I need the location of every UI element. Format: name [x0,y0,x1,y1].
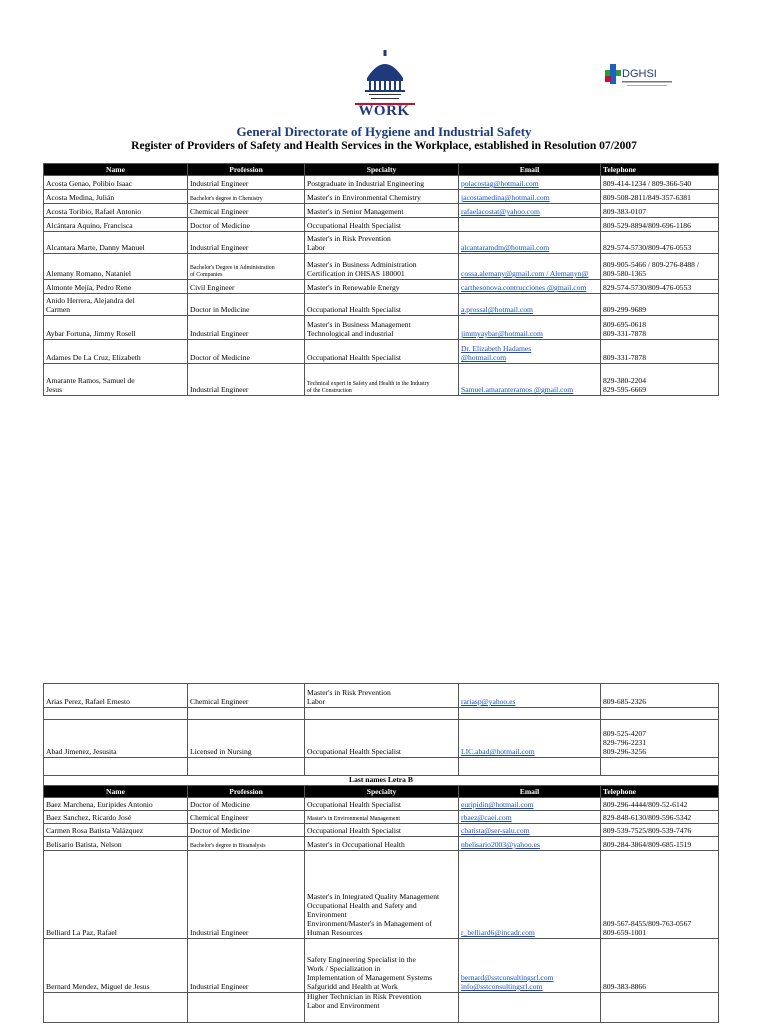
provider-profession-cell [188,992,305,1022]
provider-profession-cell: Chemical Engineer [188,684,305,708]
provider-telephone-cell: 809-529-8894/809-696-1186 [601,218,719,232]
provider-telephone-cell: 809-383-0107 [601,204,719,218]
provider-name-cell: Alcántara Aquino, Francisca [44,218,188,232]
provider-specialty-cell: Occupational Health Specialist [305,294,459,316]
table-header-row [44,785,719,797]
provider-telephone-cell: 809-685-2326 [601,684,719,708]
empty-cell [188,708,305,720]
provider-specialty-cell: Master's in Risk Prevention Labor [305,232,459,254]
provider-email-cell [459,364,601,396]
providers-table-b [43,683,719,1023]
table-row [44,280,719,294]
table-row [44,364,719,396]
provider-email-cell [459,938,601,992]
provider-profession-cell: Civil Engineer [188,280,305,294]
provider-email-cell [459,684,601,708]
provider-name-cell [44,992,188,1022]
provider-name-cell: Bernard Mendez, Miguel de Jesus [44,938,188,992]
provider-name-cell: Adames De La Cruz, Elizabeth [44,340,188,364]
empty-cell [459,758,601,776]
provider-name-cell: Almonte Mejía, Pedro Rene [44,280,188,294]
provider-specialty-cell: Master's in Occupational Health [305,836,459,850]
empty-cell [459,708,601,720]
provider-name-cell: Acosta Medina, Julián [44,190,188,204]
provider-specialty-cell: Occupational Health Specialist [305,823,459,836]
column-header-specialty: Specialty [305,164,459,176]
provider-profession-cell: Bachelor's Degree in Administration of Companies [188,254,305,280]
provider-specialty-cell: Master's in Environmental Management [305,810,459,823]
provider-telephone-cell: 809-299-9689 [601,294,719,316]
provider-name-cell: Baez Marchena, Euripides Antonio [44,797,188,810]
provider-email-cell [459,316,601,340]
provider-specialty-cell: Postgraduate in Industrial Engineering [305,176,459,190]
provider-specialty-cell: Master's in Integrated Quality Management Occupational Health and Safety and Environment Environment/Master's in Management of Human Resources [305,850,459,938]
email-link[interactable]: jacostamedina@hotmail.com [461,193,550,203]
column-header-telephone: Telephone [601,164,719,176]
provider-telephone-cell: 809-905-5466 / 809-276-8488 / 809-580-1365 [601,254,719,280]
provider-profession-cell: Industrial Engineer [188,850,305,938]
table-row [44,340,719,364]
provider-profession-cell: Industrial Engineer [188,176,305,190]
table-row [44,254,719,280]
email-link[interactable]: a.prossal@hotmail.com [461,305,533,315]
table-row [44,850,719,938]
provider-name-cell: Belisario Batista, Nelson [44,836,188,850]
provider-specialty-cell: Master's in Senior Management [305,204,459,218]
provider-telephone-cell: 809-525-4207 829-796-2231 809-296-3256 [601,720,719,758]
email-link[interactable]: Samuel.amaranteramos @gmail.com [461,385,574,395]
provider-profession-cell: Bachelor's degree in Chemistry [188,190,305,204]
provider-profession-cell: Bachelor's degree in Bioanalysis [188,836,305,850]
empty-cell [305,708,459,720]
provider-email-cell [459,280,601,294]
provider-telephone-cell [601,992,719,1022]
provider-profession-cell: Industrial Engineer [188,232,305,254]
empty-cell [305,758,459,776]
provider-email-cell [459,232,601,254]
provider-profession-cell: Licensed in Nursing [188,720,305,758]
column-header-name: Name [44,785,188,797]
section-heading: Last names Letra B [44,776,719,786]
provider-telephone-cell: 809-284-3864/809-685-1519 [601,836,719,850]
provider-specialty-cell: Technical expert in Safety and Health in the Industry of the Construction [305,364,459,396]
column-header-email: Email [459,164,601,176]
provider-profession-cell: Chemical Engineer [188,810,305,823]
email-link[interactable]: r_belliard6@incadr.com [461,928,535,937]
provider-email-cell [459,340,601,364]
empty-cell [44,758,188,776]
provider-specialty-cell: Occupational Health Specialist [305,720,459,758]
provider-specialty-cell: Master's in Risk Prevention Labor [305,684,459,708]
provider-profession-cell: Industrial Engineer [188,938,305,992]
email-link[interactable]: alcantaramdm@hotmail.com [461,243,550,253]
provider-name-cell: Anido Herrera, Alejandra del Carmen [44,294,188,316]
provider-name-cell: Arias Perez, Rafael Ernesto [44,684,188,708]
email-link[interactable]: LIC.abad@hotmail.com [461,747,535,757]
providers-table-a [43,163,719,396]
provider-telephone-cell: 809-695-0618 809-331-7878 [601,316,719,340]
table-row [44,218,719,232]
table-row [44,797,719,810]
provider-profession-cell: Doctor of Medicine [188,218,305,232]
register-title: Register of Providers of Safety and Health Services in the Workplace, established in Resolution 07/2007 [131,140,637,152]
provider-email-cell [459,720,601,758]
table-header-row [44,164,719,176]
provider-email-cell [459,823,601,836]
provider-name-cell: Abad Jimenez, Jesusita [44,720,188,758]
column-header-specialty: Specialty [305,785,459,797]
government-seal-logo [345,48,425,106]
provider-profession-cell: Doctor of Medicine [188,797,305,810]
empty-cell [601,758,719,776]
provider-telephone-cell: 809-414-1234 / 809-366-540 [601,176,719,190]
table-row [44,176,719,190]
empty-cell [188,758,305,776]
table-row [44,720,719,758]
table-row [44,938,719,992]
provider-email-cell [459,836,601,850]
table-row [44,204,719,218]
column-header-profession: Profession [188,785,305,797]
column-header-name: Name [44,164,188,176]
directorate-title: General Directorate of Hygiene and Industrial Safety [236,124,532,139]
provider-specialty-cell: Master's in Environmental Chemistry [305,190,459,204]
provider-profession-cell: Doctor of Medicine [188,823,305,836]
provider-name-cell: Amarante Ramos, Samuel de Jesus [44,364,188,396]
email-link[interactable]: polacostag@hotmail.com [461,179,539,189]
provider-email-cell [459,797,601,810]
provider-name-cell: Acosta Genao, Polibio Isaac [44,176,188,190]
table-row [44,316,719,340]
section-heading-row [44,776,719,786]
provider-specialty-cell: Safety Engineering Specialist in the Work / Specialization in Implementation of Management Systems Safguridd and Health at Work [305,938,459,992]
provider-profession-cell: Doctor of Medicine [188,340,305,364]
provider-email-cell [459,218,601,232]
column-header-profession: Profession [188,164,305,176]
empty-row [44,758,719,776]
provider-email-cell [459,294,601,316]
table-row [44,294,719,316]
dghsi-logo-text: DGHSI [622,68,657,80]
column-header-email: Email [459,785,601,797]
email-link[interactable]: jimmyaybar@hotmail.com [461,329,543,339]
provider-name-cell: Belliard La Paz, Rafael [44,850,188,938]
provider-telephone-cell: 829-574-5730/809-476-0553 [601,280,719,294]
table-row [44,190,719,204]
email-link[interactable]: bernard@sstconsultingsrl.com info@sstconsultingsrl.com [461,973,554,991]
provider-telephone-cell: 829-848-6130/809-596-5342 [601,810,719,823]
provider-telephone-cell: 809-296-4444/809-52-6142 [601,797,719,810]
provider-telephone-cell: 809-383-8866 [601,938,719,992]
provider-email-cell [459,810,601,823]
provider-profession-cell: Chemical Engineer [188,204,305,218]
table-row [44,992,719,1022]
provider-email-cell [459,992,601,1022]
provider-name-cell: Aybar Fortuna, Jimmy Rosell [44,316,188,340]
email-link[interactable]: rbaez@caei.com [461,813,512,822]
provider-telephone-cell: 809-331-7878 [601,340,719,364]
table-row [44,810,719,823]
empty-cell [601,708,719,720]
dghsi-logo [603,60,677,94]
provider-name-cell: Baez Sanchez, Ricardo José [44,810,188,823]
email-link[interactable]: cossa.alemany@gmail.com / Alemanyn@ [461,269,589,279]
provider-name-cell: Alcantara Marte, Danny Manuel [44,232,188,254]
column-header-telephone: Telephone [601,785,719,797]
provider-profession-cell: Doctor in Medicine [188,294,305,316]
email-link[interactable]: rariasp@yahoo.es [461,697,516,707]
email-link[interactable]: rafaelacostat@yahoo.com [461,207,540,217]
provider-specialty-cell: Occupational Health Specialist [305,218,459,232]
provider-email-cell [459,204,601,218]
provider-email-cell [459,176,601,190]
provider-telephone-cell: 829-380-2204 829-595-6669 [601,364,719,396]
provider-profession-cell: Industrial Engineer [188,316,305,340]
table-row [44,232,719,254]
empty-cell [44,708,188,720]
provider-telephone-cell: 829-574-5730/809-476-0553 [601,232,719,254]
email-link[interactable]: carthesonova.contrucciones @gmail.com [461,283,587,293]
email-link[interactable]: cbatista@ser-salu.com [461,826,530,835]
provider-email-cell [459,254,601,280]
provider-email-cell [459,850,601,938]
provider-profession-cell: Industrial Engineer [188,364,305,396]
provider-name-cell: Alemany Romano, Nataniel [44,254,188,280]
provider-specialty-cell: Master's in Business Management Technological and industrial [305,316,459,340]
empty-row [44,708,719,720]
work-title: WORK [358,103,410,119]
provider-telephone-cell: 809-539-7525/809-539-7476 [601,823,719,836]
provider-telephone-cell: 809-508-2811/849-357-6381 [601,190,719,204]
provider-specialty-cell: Master's in Renewable Energy [305,280,459,294]
provider-specialty-cell: Master's in Business Administration Certification in OHSAS 180001 [305,254,459,280]
email-link[interactable]: nbelisario2003@yahoo.es [461,840,540,849]
table-row [44,684,719,708]
table-row [44,836,719,850]
provider-specialty-cell: Higher Technician in Risk Prevention Labor and Environment [305,992,459,1022]
table-row [44,823,719,836]
email-link[interactable]: euripidin@hotmail.com [461,800,534,809]
provider-specialty-cell: Occupational Health Specialist [305,797,459,810]
provider-email-cell [459,190,601,204]
provider-specialty-cell: Occupational Health Specialist [305,340,459,364]
email-link[interactable]: Dr. Elizabeth Hadames @hotmail.com [461,344,532,363]
provider-telephone-cell: 809-567-8455/809-763-0567 809-659-1001 [601,850,719,938]
provider-name-cell: Carmen Rosa Batista Valázquez [44,823,188,836]
provider-name-cell: Acosta Toribio, Rafael Antonio [44,204,188,218]
